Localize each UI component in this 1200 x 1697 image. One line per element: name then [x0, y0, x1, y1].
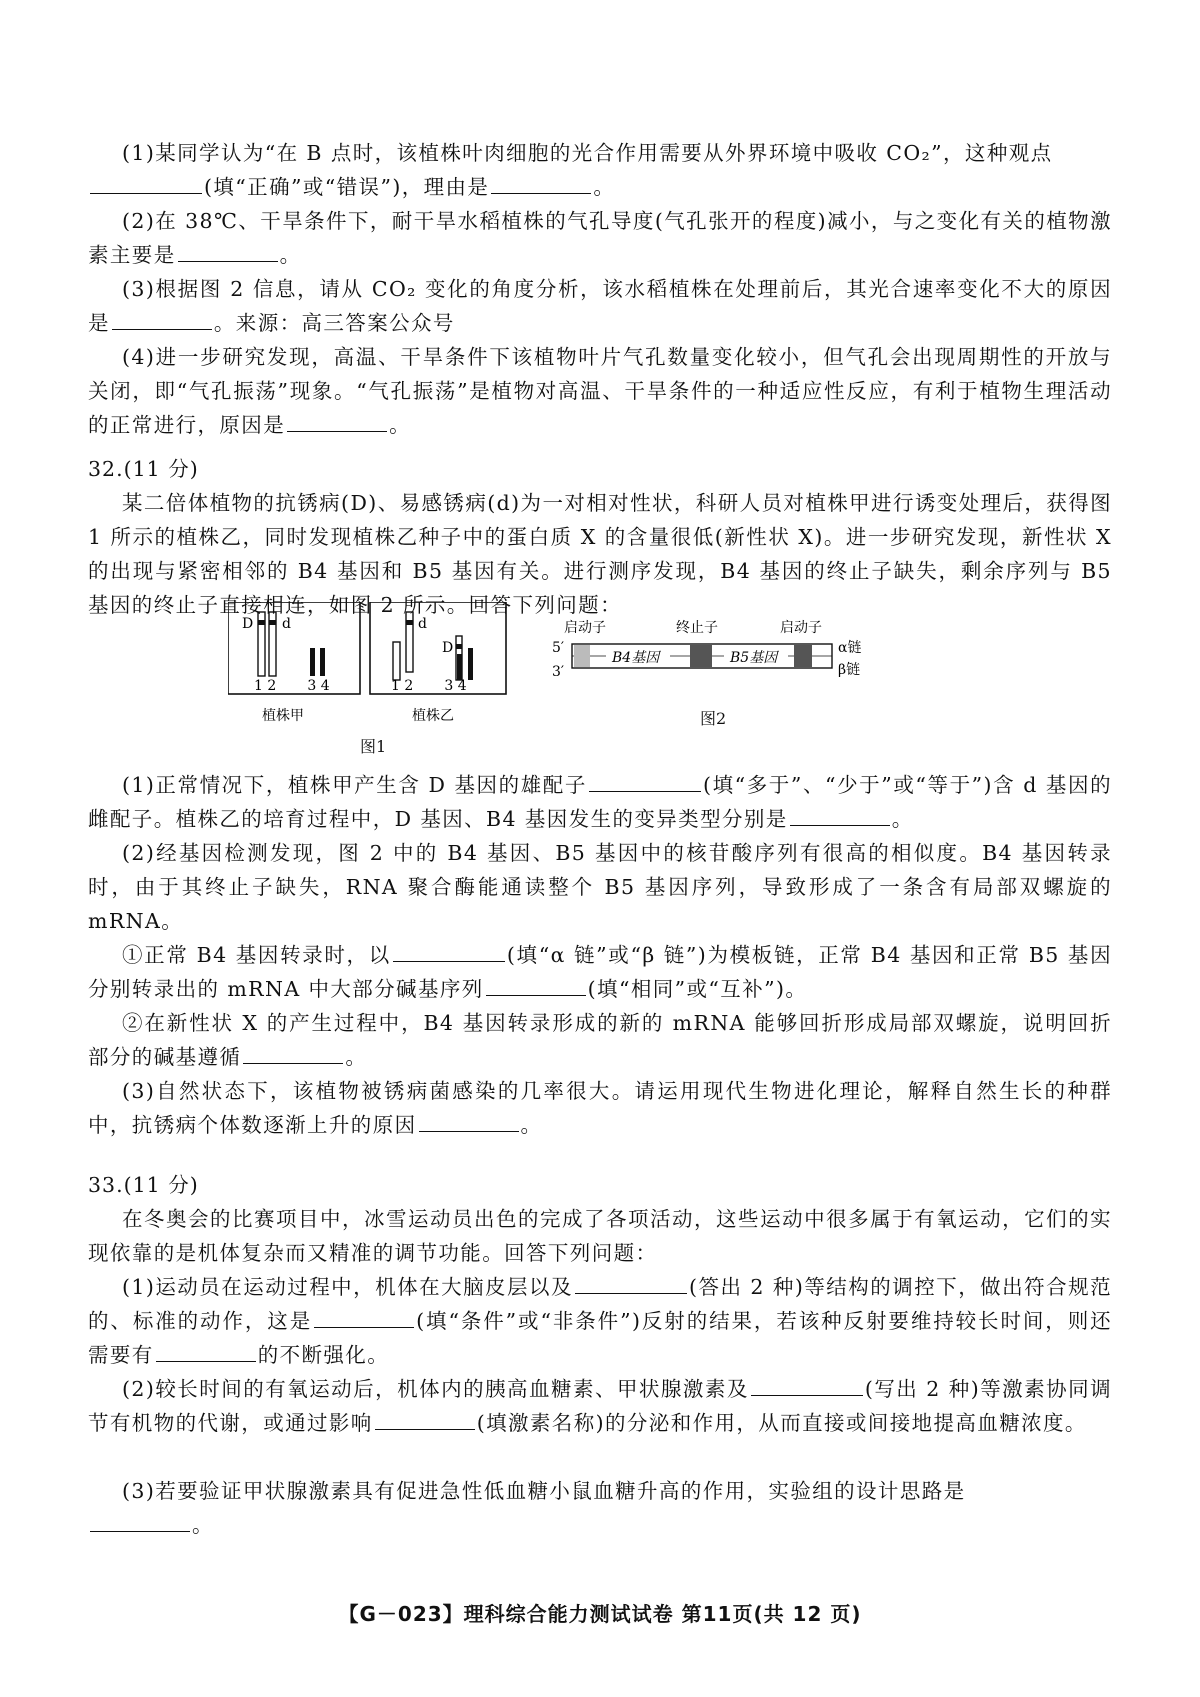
b5-gene-label: B5基因: [730, 650, 778, 666]
answer-blank[interactable]: [178, 242, 278, 262]
three-prime-label: 3′: [552, 664, 565, 680]
q32-part1: (1)正常情况下，植株甲产生含 D 基因的雄配子 (填“多于”、“少于”或“等于”)含 d 基因的雌配子。植株乙的培育过程中，D 基因、B4 基因发生的变异类型分别是 。: [88, 773, 1112, 831]
chromosome-3b-fill: [457, 654, 462, 680]
figure-1: [228, 602, 518, 730]
figure-2: [544, 618, 884, 682]
page-footer: 【G－023】理科综合能力测试试卷 第11页(共 12 页): [338, 1602, 862, 1626]
chromosome-3: [310, 648, 315, 676]
five-prime-label: 5′: [552, 640, 565, 656]
b4-gene-label: B4基因: [612, 650, 660, 666]
answer-blank[interactable]: [393, 942, 505, 962]
answer-blank[interactable]: [790, 806, 890, 826]
promoter-2-block: [794, 645, 812, 667]
beta-strand-label: β链: [838, 662, 861, 678]
answer-blank[interactable]: [156, 1342, 256, 1362]
chromosome-numbers-b: 1 2 3 4: [391, 678, 467, 694]
terminator-block: [690, 645, 712, 667]
promoter-1-label: 启动子: [564, 620, 606, 636]
q33-part3: (3)若要验证甲状腺激素具有促进急性低血糖小鼠血糖升高的作用，实验组的设计思路是 。: [88, 1474, 1112, 1542]
q31-part3: (3)根据图 2 信息，请从 CO₂ 变化的角度分析，该水稻植株在处理前后，其光合速率变化不大的原因是 。来源：高三答案公众号: [88, 277, 1112, 335]
gene-locus-d: [269, 620, 276, 625]
answer-blank[interactable]: [491, 174, 591, 194]
answer-blank[interactable]: [314, 1308, 414, 1328]
answer-blank[interactable]: [575, 1274, 687, 1294]
answer-blank[interactable]: [90, 1512, 190, 1532]
figure-1-caption: 图1: [360, 737, 387, 756]
answer-blank[interactable]: [112, 310, 212, 330]
terminator-label: 终止子: [676, 620, 718, 636]
chromosome-1b: [393, 642, 400, 680]
chromosome-numbers-a: 1 2 3 4: [254, 678, 330, 694]
q31-part2: (2)在 38℃、干旱条件下，耐干旱水稻植株的气孔导度(气孔张开的程度)减小，与之变化有关的植物激素主要是 。: [88, 209, 1112, 267]
label-D-b: D: [442, 640, 454, 656]
plant-b-label: 植株乙: [412, 708, 454, 724]
q33-intro: 在冬奥会的比赛项目中，冰雪运动员出色的完成了各项活动，这些运动中很多属于有氧运动，它们的实现依靠的是机体复杂而又精准的调节功能。回答下列问题：: [88, 1207, 1112, 1265]
answer-blank[interactable]: [375, 1410, 475, 1430]
gene-locus-D: [258, 620, 265, 625]
label-d-a: d: [282, 616, 291, 632]
answer-blank[interactable]: [486, 976, 586, 996]
answer-blank[interactable]: [419, 1112, 519, 1132]
alpha-strand-label: α链: [838, 640, 862, 656]
q31-part1: (1)某同学认为“在 B 点时，该植株叶肉细胞的光合作用需要从外界环境中吸收 CO₂”，这种观点 (填“正确”或“错误”)，理由是 。: [88, 136, 1112, 204]
q32-intro: 某二倍体植物的抗锈病(D)、易感锈病(d)为一对相对性状，科研人员对植株甲进行诱变处理后，获得图 1 所示的植株乙，同时发现植株乙种子中的蛋白质 X 的含量很低(新性状 X)。进一步研究发现，新性状 X 的出现与紧密相邻的 B4 基因和 B5 基因有关。进行测序发现，B4 基因的终止子缺失，剩余序列与 B5 基因的终止子直接相连，如图 2 所示。回答下列问题：: [88, 491, 1112, 617]
answer-blank[interactable]: [287, 412, 387, 432]
q31-part4: (4)进一步研究发现，高温、干旱条件下该植物叶片气孔数量变化较小，但气孔会出现周期性的开放与关闭，即“气孔振荡”现象。“气孔振荡”是植物对高温、干旱条件的一种适应性反应，有利于植物生理活动的正常进行，原因是 。: [88, 345, 1112, 437]
gene-locus-D-b: [456, 644, 462, 649]
label-d-b: d: [418, 616, 427, 632]
q33-part1: (1)运动员在运动过程中，机体在大脑皮层以及 (答出 2 种)等结构的调控下，做出符合规范的、标准的动作，这是 (填“条件”或“非条件”)反射的结果，若该种反射要维持较长时间，则还需要有 的不断强化。: [88, 1275, 1113, 1367]
q32-heading: 32.(11 分): [88, 457, 199, 481]
answer-blank[interactable]: [589, 772, 701, 792]
q32-part2-b: ②在新性状 X 的产生过程中，B4 基因转录形成的新的 mRNA 能够回折形成局部双螺旋，说明回折部分的碱基遵循 。: [88, 1011, 1112, 1069]
label-D-a: D: [242, 616, 254, 632]
gene-locus-d-b: [406, 620, 413, 625]
q33-heading: 33.(11 分): [88, 1173, 199, 1197]
promoter-2-label: 启动子: [780, 620, 822, 636]
q33-part2: (2)较长时间的有氧运动后，机体内的胰高血糖素、甲状腺激素及 (写出 2 种)等激素协同调节有机物的代谢，或通过影响 (填激素名称)的分泌和作用，从而直接或间接地提高血糖浓度。: [88, 1377, 1112, 1435]
answer-blank[interactable]: [751, 1376, 863, 1396]
promoter-1-block: [574, 645, 590, 667]
q32-part2: (2)经基因检测发现，图 2 中的 B4 基因、B5 基因中的核苷酸序列有很高的相似度。B4 基因转录时，由于其终止子缺失，RNA 聚合酶能通读整个 B5 基因序列，导致形成了一条含有局部双螺旋的 mRNA。: [88, 841, 1112, 933]
answer-blank[interactable]: [90, 174, 202, 194]
q32-part3: (3)自然状态下，该植物被锈病菌感染的几率很大。请运用现代生物进化理论，解释自然生长的种群中，抗锈病个体数逐渐上升的原因 。: [88, 1079, 1112, 1137]
plant-a-label: 植株甲: [262, 708, 304, 724]
figure-2-caption: 图2: [700, 709, 727, 728]
answer-blank[interactable]: [243, 1044, 343, 1064]
chromosome-4: [320, 648, 325, 676]
q32-part2-a: ①正常 B4 基因转录时，以 (填“α 链”或“β 链”)为模板链，正常 B4 基因和正常 B5 基因分别转录出的 mRNA 中大部分碱基序列 (填“相同”或“互补”)。: [88, 943, 1112, 1001]
chromosome-4b: [468, 648, 473, 680]
